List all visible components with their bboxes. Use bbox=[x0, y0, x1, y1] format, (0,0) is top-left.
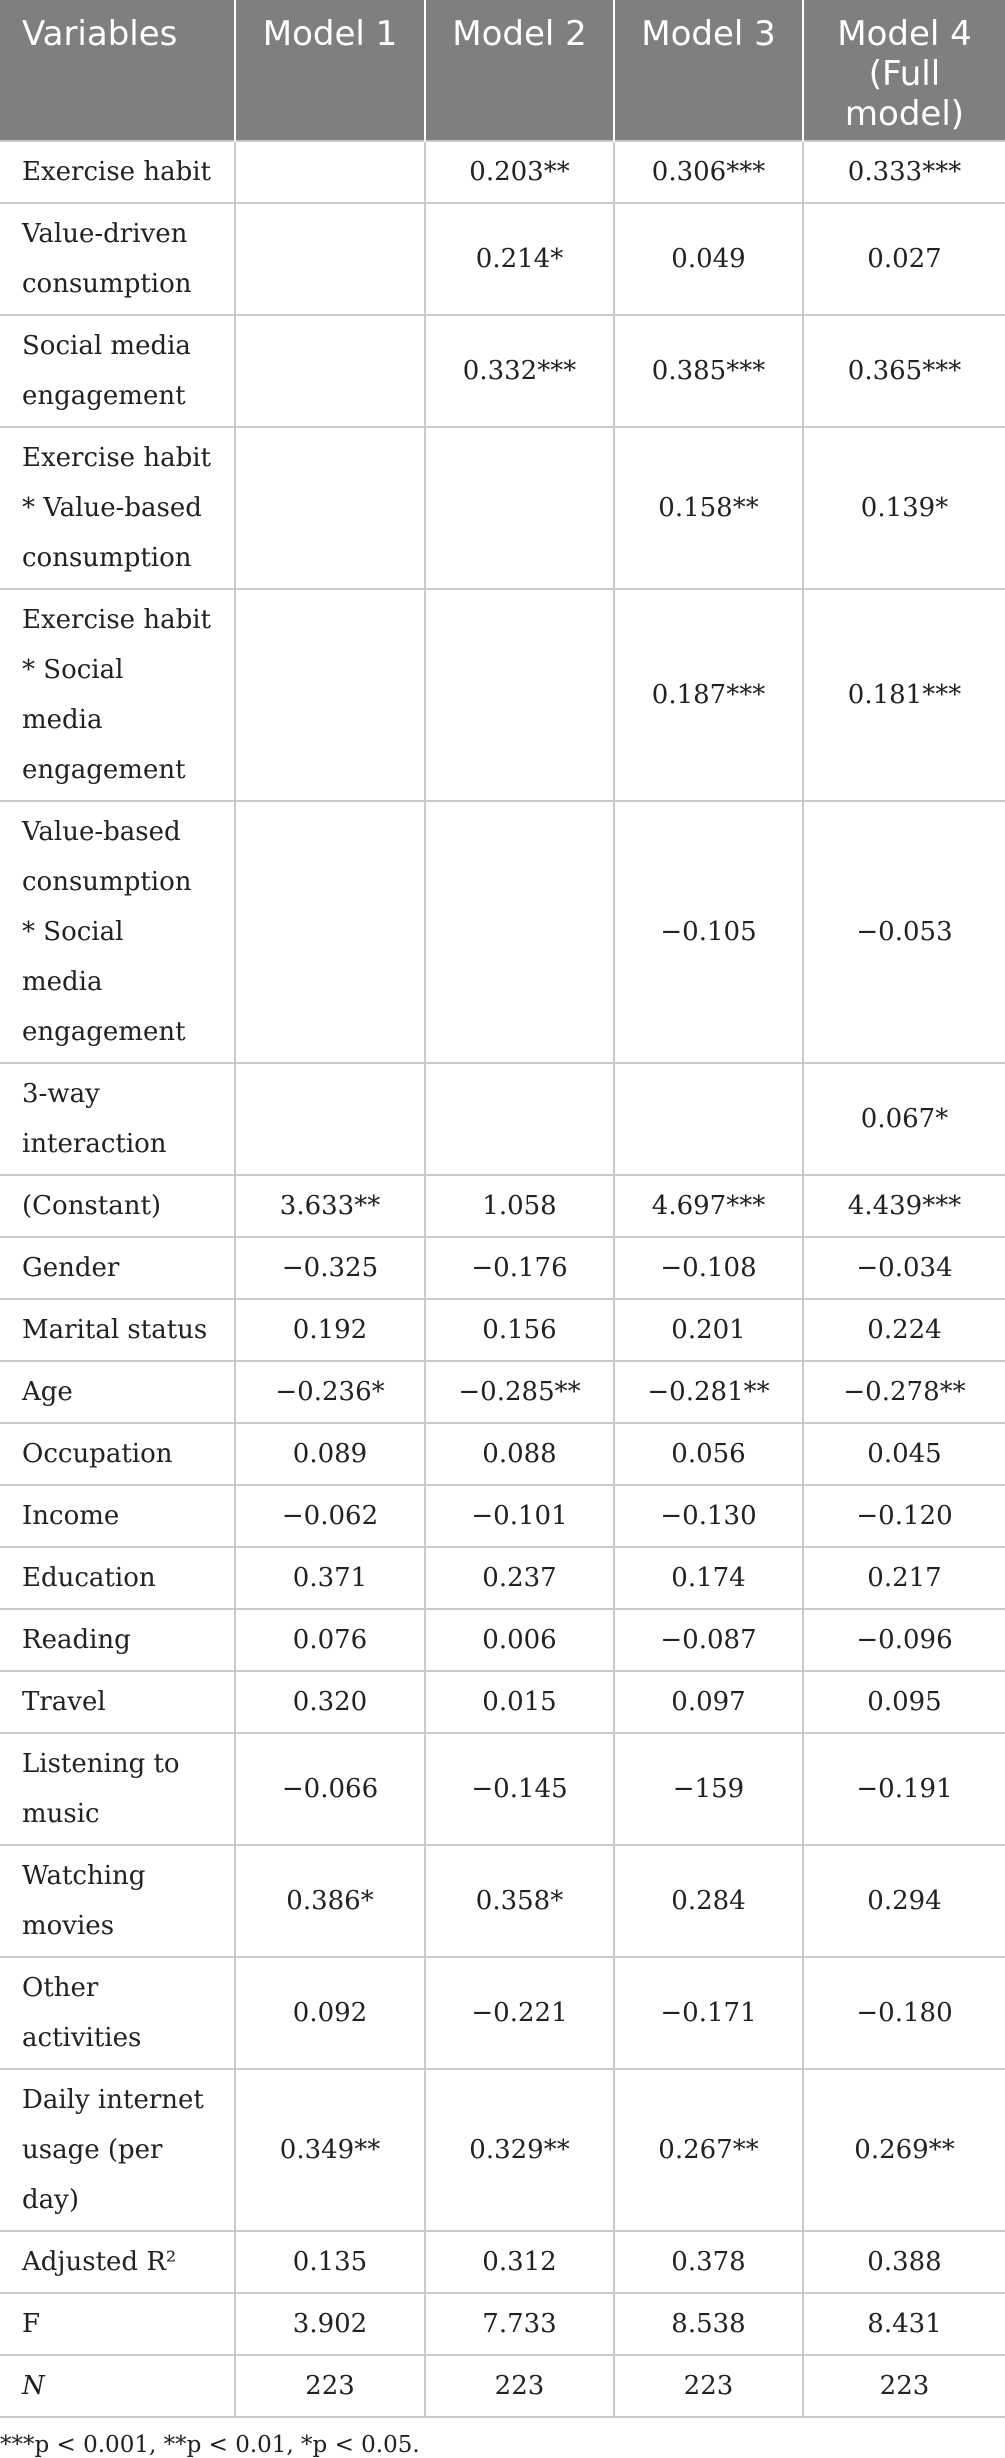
row-label: Adjusted R² bbox=[0, 2231, 235, 2293]
row-label: (Constant) bbox=[0, 1175, 235, 1237]
table-row bbox=[0, 1423, 1005, 1485]
cell-model-3 bbox=[614, 1063, 803, 1175]
cell-model-2 bbox=[425, 427, 614, 589]
cell-model-1: −0.062 bbox=[235, 1485, 425, 1547]
cell-model-1 bbox=[235, 801, 425, 1063]
cell-model-1 bbox=[235, 427, 425, 589]
row-label: Income bbox=[0, 1485, 235, 1547]
cell-model-2: 0.015 bbox=[425, 1671, 614, 1733]
row-label: Value-based consumption * Social media engagement bbox=[0, 801, 235, 1063]
cell-model-4: 0.045 bbox=[803, 1423, 1005, 1485]
cell-model-4: 0.067* bbox=[803, 1063, 1005, 1175]
table-row bbox=[0, 1671, 1005, 1733]
cell-model-3: −0.281** bbox=[614, 1361, 803, 1423]
table-row bbox=[0, 203, 1005, 315]
cell-model-1: 0.386* bbox=[235, 1845, 425, 1957]
cell-model-2 bbox=[425, 1063, 614, 1175]
header-model-3: Model 3 bbox=[614, 0, 803, 141]
table-row bbox=[0, 1175, 1005, 1237]
cell-model-3: 0.201 bbox=[614, 1299, 803, 1361]
cell-model-3: 0.306*** bbox=[614, 141, 803, 203]
row-label: Travel bbox=[0, 1671, 235, 1733]
table-row bbox=[0, 2293, 1005, 2355]
table-row bbox=[0, 1299, 1005, 1361]
cell-model-1: 0.092 bbox=[235, 1957, 425, 2069]
cell-model-4: 0.365*** bbox=[803, 315, 1005, 427]
header-row bbox=[0, 0, 1005, 141]
cell-model-2: 223 bbox=[425, 2355, 614, 2417]
cell-model-3: 223 bbox=[614, 2355, 803, 2417]
table-body bbox=[0, 141, 1005, 2417]
cell-model-4: −0.180 bbox=[803, 1957, 1005, 2069]
cell-model-4: 0.027 bbox=[803, 203, 1005, 315]
cell-model-2: 0.088 bbox=[425, 1423, 614, 1485]
cell-model-3: −0.130 bbox=[614, 1485, 803, 1547]
cell-model-2 bbox=[425, 801, 614, 1063]
cell-model-3: 0.187*** bbox=[614, 589, 803, 801]
cell-model-4: −0.120 bbox=[803, 1485, 1005, 1547]
row-label: F bbox=[0, 2293, 235, 2355]
cell-model-1 bbox=[235, 589, 425, 801]
cell-model-4: 0.139* bbox=[803, 427, 1005, 589]
cell-model-1: −0.066 bbox=[235, 1733, 425, 1845]
cell-model-4: 0.269** bbox=[803, 2069, 1005, 2231]
table-row bbox=[0, 1361, 1005, 1423]
cell-model-3: 0.056 bbox=[614, 1423, 803, 1485]
cell-model-4: 0.224 bbox=[803, 1299, 1005, 1361]
cell-model-2 bbox=[425, 589, 614, 801]
cell-model-1: 0.192 bbox=[235, 1299, 425, 1361]
cell-model-4: 4.439*** bbox=[803, 1175, 1005, 1237]
footnote: ***p < 0.001, **p < 0.01, *p < 0.05. bbox=[0, 2432, 420, 2458]
row-label: Reading bbox=[0, 1609, 235, 1671]
cell-model-2: 0.329** bbox=[425, 2069, 614, 2231]
cell-model-3: 0.097 bbox=[614, 1671, 803, 1733]
cell-model-2: 0.237 bbox=[425, 1547, 614, 1609]
table-row bbox=[0, 1237, 1005, 1299]
cell-model-1: 3.633** bbox=[235, 1175, 425, 1237]
cell-model-3: −0.105 bbox=[614, 801, 803, 1063]
cell-model-2: 0.312 bbox=[425, 2231, 614, 2293]
cell-model-2: −0.285** bbox=[425, 1361, 614, 1423]
table-row bbox=[0, 2355, 1005, 2417]
cell-model-4: 223 bbox=[803, 2355, 1005, 2417]
cell-model-3: −0.108 bbox=[614, 1237, 803, 1299]
table-row bbox=[0, 1485, 1005, 1547]
cell-model-4: −0.278** bbox=[803, 1361, 1005, 1423]
cell-model-3: 0.385*** bbox=[614, 315, 803, 427]
cell-model-2: 0.332*** bbox=[425, 315, 614, 427]
header-model-2: Model 2 bbox=[425, 0, 614, 141]
row-label: N bbox=[0, 2355, 235, 2417]
header-variables: Variables bbox=[0, 0, 235, 141]
row-label: Daily internet usage (per day) bbox=[0, 2069, 235, 2231]
cell-model-3: 0.267** bbox=[614, 2069, 803, 2231]
cell-model-1 bbox=[235, 203, 425, 315]
cell-model-4: −0.096 bbox=[803, 1609, 1005, 1671]
cell-model-1 bbox=[235, 141, 425, 203]
row-label: 3-way interaction bbox=[0, 1063, 235, 1175]
cell-model-2: 0.006 bbox=[425, 1609, 614, 1671]
row-label: Other activities bbox=[0, 1957, 235, 2069]
table-row bbox=[0, 315, 1005, 427]
cell-model-4: 0.181*** bbox=[803, 589, 1005, 801]
cell-model-4: 0.217 bbox=[803, 1547, 1005, 1609]
cell-model-4: −0.034 bbox=[803, 1237, 1005, 1299]
table-row bbox=[0, 427, 1005, 589]
table-row bbox=[0, 1733, 1005, 1845]
cell-model-2: 7.733 bbox=[425, 2293, 614, 2355]
cell-model-3: 0.174 bbox=[614, 1547, 803, 1609]
table-row bbox=[0, 141, 1005, 203]
table-row bbox=[0, 1957, 1005, 2069]
row-label: Value-driven consumption bbox=[0, 203, 235, 315]
row-label: Exercise habit * Value-based consumption bbox=[0, 427, 235, 589]
table-row bbox=[0, 1609, 1005, 1671]
cell-model-1: −0.325 bbox=[235, 1237, 425, 1299]
cell-model-3: 8.538 bbox=[614, 2293, 803, 2355]
row-label: Exercise habit * Social media engagement bbox=[0, 589, 235, 801]
cell-model-4: 0.333*** bbox=[803, 141, 1005, 203]
table-row bbox=[0, 2231, 1005, 2293]
cell-model-2: 0.156 bbox=[425, 1299, 614, 1361]
cell-model-4: 0.095 bbox=[803, 1671, 1005, 1733]
cell-model-2: −0.101 bbox=[425, 1485, 614, 1547]
cell-model-1: 3.902 bbox=[235, 2293, 425, 2355]
header-model-1: Model 1 bbox=[235, 0, 425, 141]
cell-model-3: 0.378 bbox=[614, 2231, 803, 2293]
cell-model-1: 0.135 bbox=[235, 2231, 425, 2293]
cell-model-1: 0.320 bbox=[235, 1671, 425, 1733]
cell-model-4: −0.191 bbox=[803, 1733, 1005, 1845]
cell-model-1: 223 bbox=[235, 2355, 425, 2417]
cell-model-3: 0.158** bbox=[614, 427, 803, 589]
row-label: Gender bbox=[0, 1237, 235, 1299]
table-row bbox=[0, 1063, 1005, 1175]
cell-model-3: 0.049 bbox=[614, 203, 803, 315]
cell-model-3: −0.087 bbox=[614, 1609, 803, 1671]
cell-model-2: −0.221 bbox=[425, 1957, 614, 2069]
cell-model-1 bbox=[235, 1063, 425, 1175]
row-label: Occupation bbox=[0, 1423, 235, 1485]
cell-model-2: 0.214* bbox=[425, 203, 614, 315]
cell-model-2: −0.145 bbox=[425, 1733, 614, 1845]
table-row bbox=[0, 589, 1005, 801]
row-label: Education bbox=[0, 1547, 235, 1609]
cell-model-1 bbox=[235, 315, 425, 427]
cell-model-3: −159 bbox=[614, 1733, 803, 1845]
table-row bbox=[0, 2069, 1005, 2231]
cell-model-4: 0.388 bbox=[803, 2231, 1005, 2293]
row-label: Listening to music bbox=[0, 1733, 235, 1845]
row-label: Watching movies bbox=[0, 1845, 235, 1957]
cell-model-3: 0.284 bbox=[614, 1845, 803, 1957]
table-row bbox=[0, 1845, 1005, 1957]
cell-model-4: 0.294 bbox=[803, 1845, 1005, 1957]
cell-model-1: 0.089 bbox=[235, 1423, 425, 1485]
cell-model-1: −0.236* bbox=[235, 1361, 425, 1423]
cell-model-3: −0.171 bbox=[614, 1957, 803, 2069]
cell-model-2: 0.203** bbox=[425, 141, 614, 203]
row-label: Exercise habit bbox=[0, 141, 235, 203]
header-model-4: Model 4 (Full model) bbox=[803, 0, 1005, 141]
cell-model-3: 4.697*** bbox=[614, 1175, 803, 1237]
cell-model-1: 0.371 bbox=[235, 1547, 425, 1609]
cell-model-1: 0.076 bbox=[235, 1609, 425, 1671]
row-label: Social media engagement bbox=[0, 315, 235, 427]
row-label: Age bbox=[0, 1361, 235, 1423]
cell-model-1: 0.349** bbox=[235, 2069, 425, 2231]
cell-model-4: −0.053 bbox=[803, 801, 1005, 1063]
cell-model-2: 1.058 bbox=[425, 1175, 614, 1237]
table-row bbox=[0, 801, 1005, 1063]
cell-model-2: 0.358* bbox=[425, 1845, 614, 1957]
row-label: Marital status bbox=[0, 1299, 235, 1361]
table-row bbox=[0, 1547, 1005, 1609]
cell-model-2: −0.176 bbox=[425, 1237, 614, 1299]
cell-model-4: 8.431 bbox=[803, 2293, 1005, 2355]
